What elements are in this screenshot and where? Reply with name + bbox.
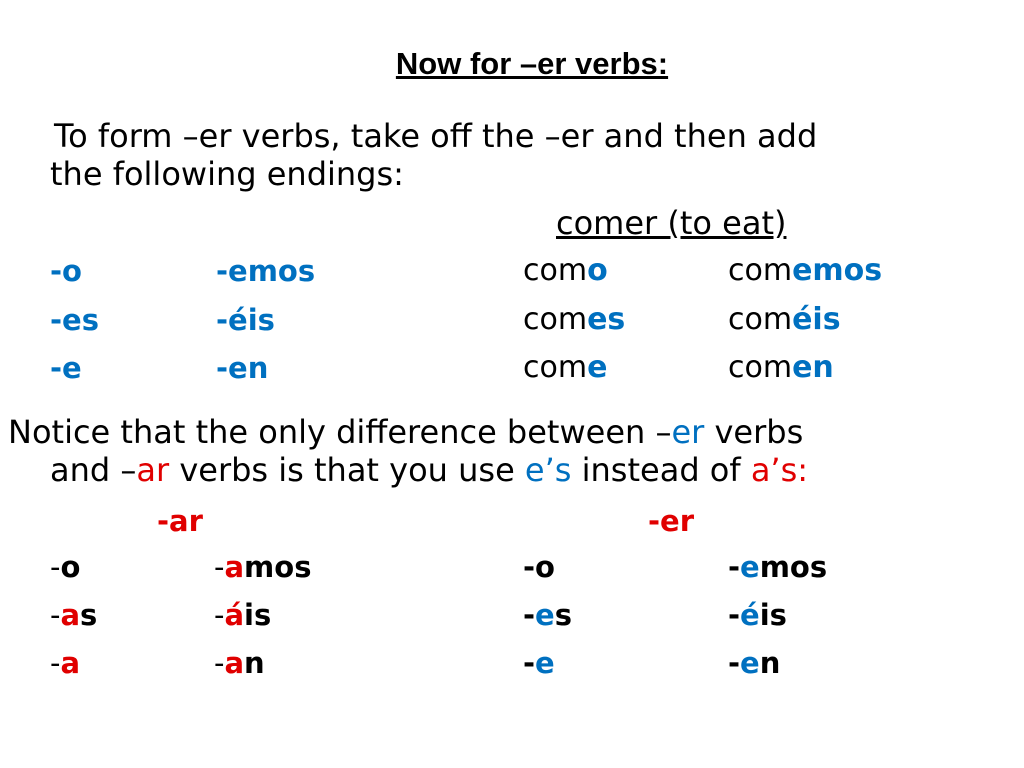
er-sing-1: -o <box>523 550 555 584</box>
ar-sing-3: -a <box>50 646 81 680</box>
intro-line-2: the following endings: <box>50 155 404 193</box>
notice-line-1: Notice that the only difference between –er verbs <box>8 413 804 451</box>
ar-plural-1: -amos <box>214 550 312 584</box>
ar-sing-2: -as <box>50 598 98 632</box>
conj-sing-1: como <box>523 253 608 288</box>
ending-sing-2: -es <box>50 303 99 337</box>
ending-sing-1: -o <box>50 254 82 288</box>
notice-line-2: and –ar verbs is that you use e’s instead of a’s: <box>50 451 809 489</box>
ending-plural-1: -emos <box>216 254 316 288</box>
conj-sing-2: comes <box>523 302 626 337</box>
conj-plural-1: comemos <box>728 253 883 288</box>
er-plural-2: -éis <box>728 598 787 632</box>
er-header: -er <box>648 504 695 538</box>
ar-header: -ar <box>157 504 203 538</box>
ar-plural-2: -áis <box>214 598 272 632</box>
page-title: Now for –er verbs: <box>395 46 669 81</box>
ending-sing-3: -e <box>50 351 82 385</box>
intro-line-1: To form –er verbs, take off the –er and then add <box>54 117 818 155</box>
conj-sing-3: come <box>523 350 608 385</box>
er-plural-3: -en <box>728 646 781 680</box>
er-sing-2: -es <box>523 598 572 632</box>
er-plural-1: -emos <box>728 550 828 584</box>
ending-plural-3: -en <box>216 351 269 385</box>
conj-plural-3: comen <box>728 350 834 385</box>
conj-plural-2: coméis <box>728 302 841 337</box>
er-sing-3: -e <box>523 646 555 680</box>
ar-plural-3: -an <box>214 646 265 680</box>
ar-sing-1: -o <box>50 550 81 584</box>
ending-plural-2: -éis <box>216 303 275 337</box>
example-verb-label: comer (to eat) <box>556 204 787 242</box>
